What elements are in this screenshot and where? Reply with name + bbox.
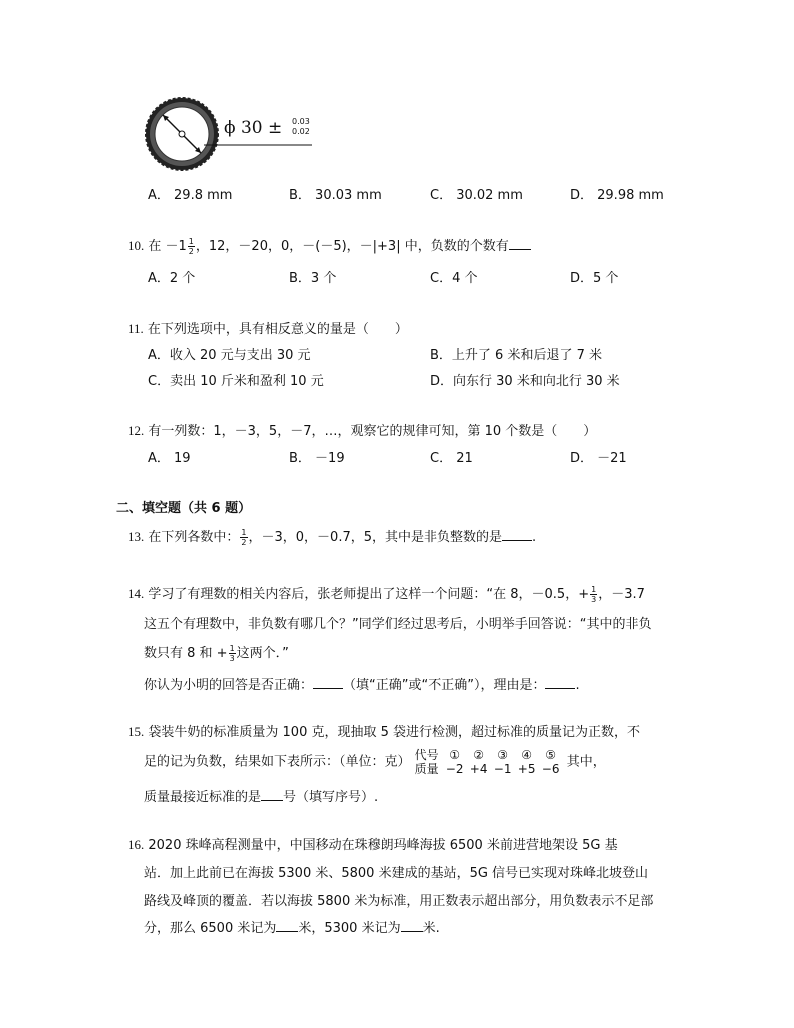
q12-number: 12. <box>128 423 145 438</box>
q15-code-2: ② <box>473 748 485 762</box>
tolerance-lower: 0.02 <box>292 127 310 136</box>
q16-line4-c: 米. <box>422 921 440 936</box>
q15-line2-pre: 足的记为负数，结果如下表所示：（单位：克） <box>144 754 411 770</box>
q11-number: 11. <box>128 321 144 336</box>
q9-option-a[interactable]: A． 29.8 mm <box>148 188 233 203</box>
q9-option-c[interactable]: C． 30.02 mm <box>430 188 523 203</box>
q15-line3 <box>144 786 378 805</box>
q12-text: 有一列数：1，－3，5，－7，…，观察它的规律可知，第 10 个数是（ ） <box>148 424 597 439</box>
q14-line3 <box>144 642 289 663</box>
q16-line1-text: 2020 珠峰高程测量中，中国移动在珠穆朗玛峰海拔 6500 米前进营地架设 5G 基 <box>148 838 618 853</box>
tolerance-upper: 0.03 <box>292 117 310 126</box>
q14-line4-c: . <box>575 678 580 693</box>
q15-code-5: ⑤ <box>545 748 557 762</box>
q15-mass-3: −1 <box>493 762 512 776</box>
q11-option-c[interactable]: C．卖出 10 斤米和盈利 10 元 <box>148 374 324 389</box>
q15-code-4: ④ <box>521 748 533 762</box>
q15-mass-table <box>415 748 563 776</box>
section-heading: 二、填空题（共 6 题） <box>116 501 252 516</box>
q10-option-c[interactable]: C．4 个 <box>430 271 478 286</box>
q15-line3-pre: 质量最接近标准的是 <box>144 790 262 805</box>
q15-mass-2: +4 <box>469 762 488 776</box>
q12-option-b[interactable]: B． －19 <box>289 451 345 466</box>
gear-icon <box>146 98 218 170</box>
q10-number: 10. <box>128 238 145 253</box>
q13-number: 13. <box>128 529 145 544</box>
q10-text-post: ，12，－20，0，－(－5)，－|+3| 中，负数的个数有 <box>195 239 509 254</box>
q10-stem <box>128 235 531 256</box>
q10-text-pre: 在 －1 <box>148 239 187 254</box>
q13-answer-blank[interactable] <box>502 528 532 541</box>
q10-option-a[interactable]: A．2 个 <box>148 271 196 286</box>
q11-option-b[interactable]: B．上升了 6 米和后退了 7 米 <box>430 348 602 363</box>
q15-table-row-masses <box>415 762 563 776</box>
q14-fraction-2: $\frac{1}{3}$ <box>229 644 235 663</box>
q16-line2: 站．加上此前已在海拔 5300 米、5800 米建成的基站，5G 信号已实现对珠峰北坡登山 <box>144 866 649 881</box>
q16-number: 16. <box>128 837 145 852</box>
q14-line2: 这五个有理数中，非负数有哪几个？”同学们经过思考后，小明举手回答说：“其中的非负 <box>144 617 652 632</box>
q14-number: 14. <box>128 586 145 601</box>
q12-option-d[interactable]: D． －21 <box>570 451 627 466</box>
q14-line3-post: 这两个．” <box>236 646 289 661</box>
q16-line3: 路线及峰顶的覆盖．若以海拔 5800 米为标准，用正数表示超出部分，用负数表示不足部 <box>144 894 654 909</box>
q14-line1-post: ，－3.7 <box>598 587 645 602</box>
q15-line3-post: 号（填写序号）. <box>283 790 379 805</box>
q11-stem <box>128 318 408 337</box>
q11-option-a[interactable]: A．收入 20 元与支出 30 元 <box>148 348 311 363</box>
q16-answer-blank-2[interactable] <box>401 919 423 932</box>
q15-code-1: ① <box>449 748 461 762</box>
q14-answer-blank-2[interactable] <box>545 676 575 689</box>
q15-line1 <box>128 721 640 740</box>
q9-option-d[interactable]: D． 29.98 mm <box>570 188 664 203</box>
q14-line4 <box>144 674 580 693</box>
q10-fraction: $\frac{1}{2}$ <box>188 237 194 256</box>
q12-option-c[interactable]: C． 21 <box>430 451 473 466</box>
q14-answer-blank-1[interactable] <box>313 676 343 689</box>
q11-option-d[interactable]: D．向东行 30 米和向北行 30 米 <box>430 374 620 389</box>
q14-line4-b: （填“正确”或“不正确”），理由是： <box>343 678 546 693</box>
q15-mass-1: −2 <box>445 762 464 776</box>
q10-option-d[interactable]: D．5 个 <box>570 271 619 286</box>
q15-answer-blank[interactable] <box>261 788 283 801</box>
q15-table-header-mass: 质量 <box>414 762 439 776</box>
q15-mass-5: −6 <box>541 762 560 776</box>
q14-line1-pre: 学习了有理数的相关内容后，张老师提出了这样一个问题：“在 8，－0.5，+ <box>148 587 590 602</box>
q15-line2-post: 其中， <box>566 754 606 770</box>
q9-option-b[interactable]: B． 30.03 mm <box>289 188 382 203</box>
q10-answer-blank[interactable] <box>509 237 531 250</box>
q14-line4-a: 你认为小明的回答是否正确： <box>144 678 314 693</box>
q16-line4 <box>144 917 440 936</box>
q15-table-header-code: 代号 <box>414 748 439 762</box>
q15-mass-4: +5 <box>517 762 536 776</box>
q14-line1 <box>128 583 645 604</box>
q11-text: 在下列选项中，具有相反意义的量是（ ） <box>147 322 408 337</box>
tolerance-label <box>224 118 282 138</box>
q15-code-3: ③ <box>497 748 509 762</box>
q14-fraction-1: $\frac{1}{3}$ <box>591 585 597 604</box>
tolerance-symbol: ϕ 30 ± <box>224 118 283 138</box>
q16-line4-b: 米，5300 米记为 <box>298 921 401 936</box>
q16-answer-blank-1[interactable] <box>276 919 298 932</box>
q13-text-pre: 在下列各数中： <box>148 530 240 545</box>
q15-line1-text: 袋装牛奶的标准质量为 100 克，现抽取 5 袋进行检测，超过标准的质量记为正数，不 <box>148 725 641 740</box>
q12-stem <box>128 420 596 439</box>
q13-stem <box>128 526 536 547</box>
q13-end: . <box>532 530 537 545</box>
q15-line2 <box>144 748 606 776</box>
q12-option-a[interactable]: A． 19 <box>148 451 191 466</box>
q10-option-b[interactable]: B．3 个 <box>289 271 337 286</box>
q14-line3-pre: 数只有 8 和 + <box>144 646 228 661</box>
q15-table-row-codes <box>415 748 563 762</box>
q15-number: 15. <box>128 724 145 739</box>
q16-line4-a: 分，那么 6500 米记为 <box>144 921 277 936</box>
q13-text-post: ，－3，0，－0.7，5，其中是非负整数的是 <box>248 530 502 545</box>
q16-line1 <box>128 834 618 853</box>
q13-fraction: $\frac{1}{2}$ <box>241 528 247 547</box>
